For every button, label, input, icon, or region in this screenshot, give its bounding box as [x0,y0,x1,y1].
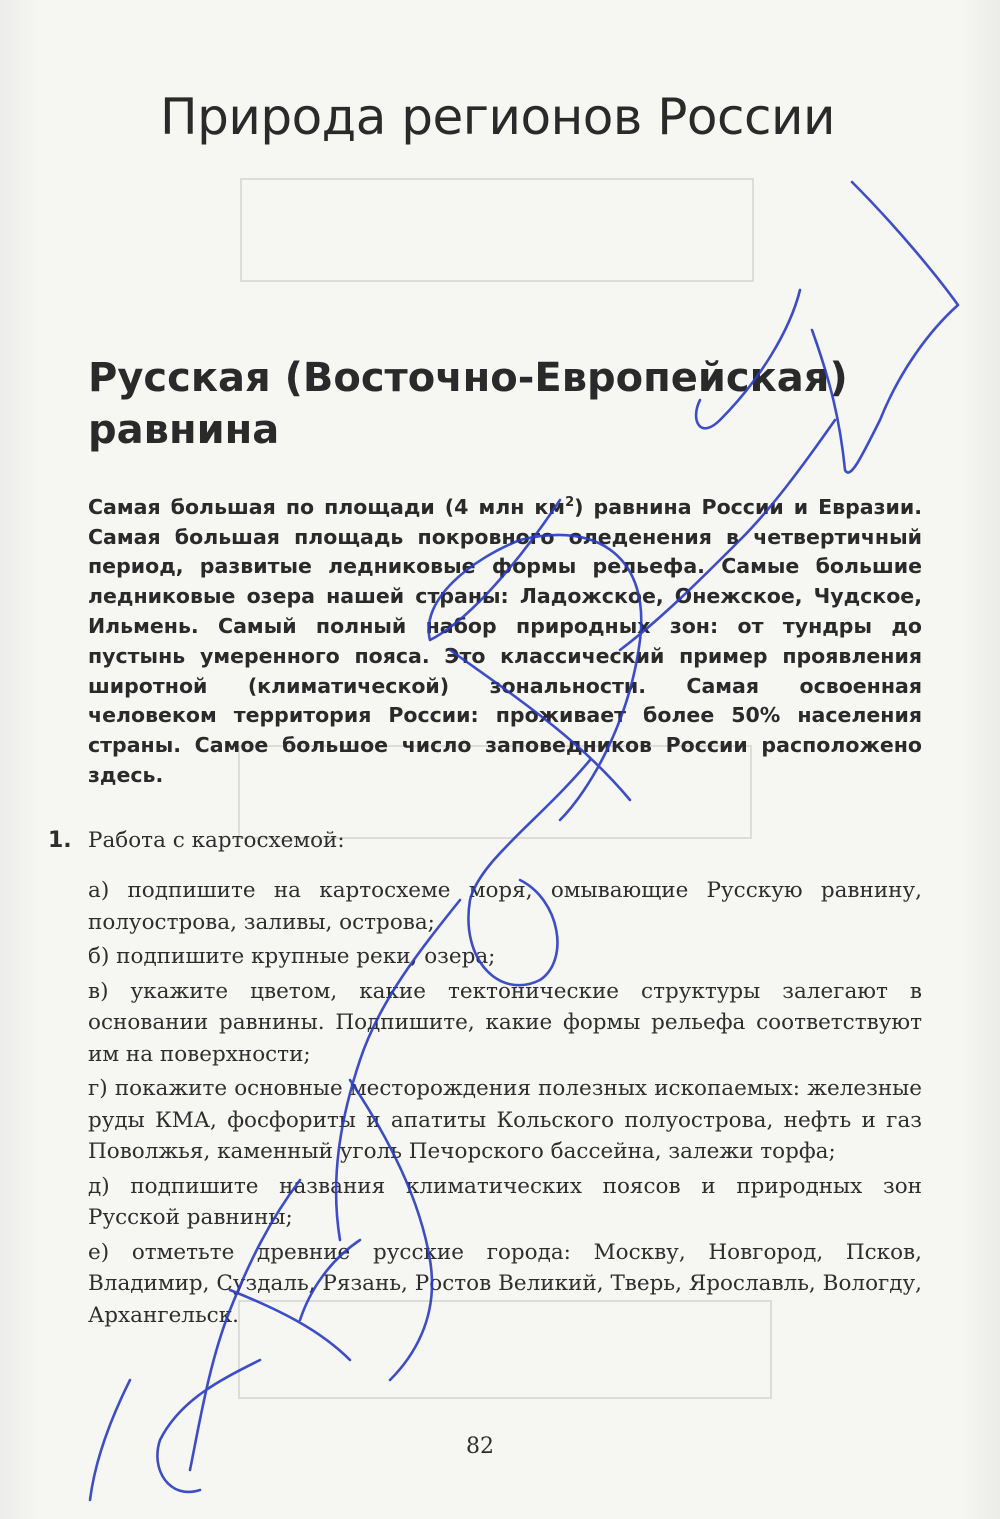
task-number: 1. [48,828,72,853]
page-title: Природа регионов России [160,88,835,146]
intro-superscript: 2 [565,495,575,510]
task-item-d: д) подпишите названия климатических поясов и природных зон Русской равнины; [88,1173,922,1230]
task-item-a: а) подпишите на картосхеме моря, омывающие Русскую равнину, полуострова, заливы, острова; [88,878,922,935]
task-item-g: г) покажите основные месторождения полезных ископаемых: железные руды КМА, фосфориты и апатиты Кольского полуострова, нефть и газ Поволжья, каменный уголь Печорского бассейна, залежи торфа; [88,1076,922,1164]
section-title: Русская (Восточно-Европейская) равнина [88,355,848,453]
task-heading: Работа с картосхемой: [88,828,345,853]
task-item-e: е) отметьте древние русские города: Москву, Новгород, Псков, Владимир, Суздаль, Рязань, Ростов Великий, Тверь, Ярославль, Вологду, Архангельск. [88,1239,922,1328]
task-items-list [88,875,922,1334]
page-number: 82 [466,1434,494,1459]
intro-text-start: Самая большая по площади (4 млн км [88,494,566,519]
task-item-b: б) подпишите крупные реки, озера; [88,944,496,969]
pen-stroke-11 [90,1380,130,1500]
intro-paragraph [88,488,922,791]
bleed-through-table-top [240,178,754,282]
intro-text-rest: ) равнина России и Евразии. Самая большая площадь покровного оледенения в четвертичный период, развитые ледниковые формы рельефа. Самые большие ледниковые озера нашей страны: Ладожское, Онежское, Чудское, Ильмень. Самый полный набор природных зон: от тундры до пустынь умеренного пояса. Это классический пример проявления широтной (климатической) зональности. Самая освоенная человеком территория России: проживает более 50% населения страны. Самое большое число заповедников России расположено здесь. [88,494,923,787]
task-item-v: в) укажите цветом, какие тектонические структуры залегают в основании равнины. Подпишите, какие формы рельефа соответствуют им на поверхности; [88,978,922,1067]
